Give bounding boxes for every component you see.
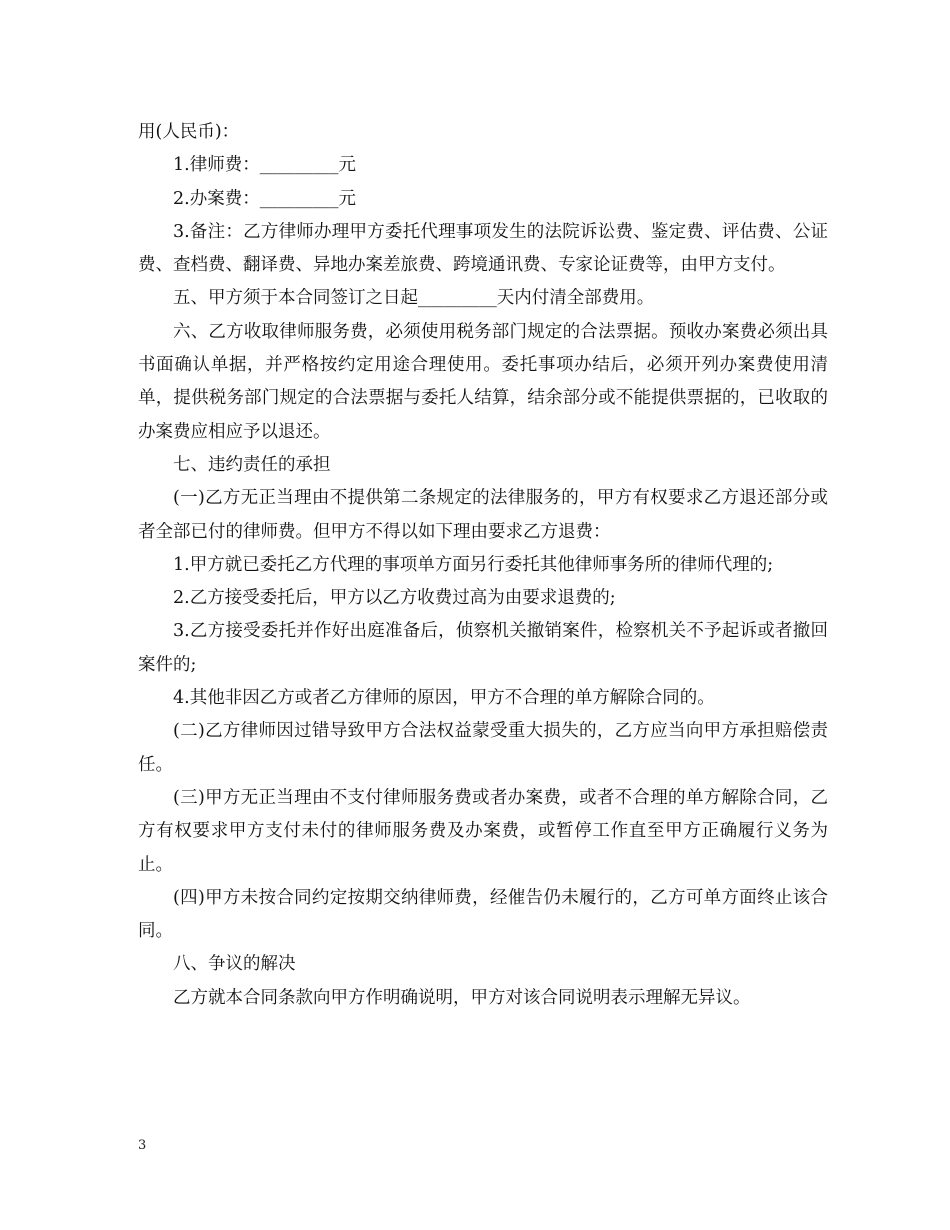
section-heading: 七、违约责任的承担 bbox=[173, 454, 331, 475]
page-number: 3 bbox=[138, 1138, 147, 1153]
section-heading: 八、争议的解决 bbox=[173, 954, 296, 975]
paragraph: 1.甲方就已委托乙方代理的事项单方面另行委托其他律师事务所的律师代理的; bbox=[173, 554, 774, 575]
paragraph: (二)乙方律师因过错导致甲方合法权益蒙受重大损失的，乙方应当向甲方承担赔偿责任。 bbox=[138, 721, 828, 775]
document-body bbox=[138, 116, 828, 1015]
paragraph: 2.办案费：_________元 bbox=[173, 188, 356, 209]
paragraph: 3.备注：乙方律师办理甲方委托代理事项发生的法院诉讼费、鉴定费、评估费、公证费、查档费、翻译费、异地办案差旅费、跨境通讯费、专家论证费等，由甲方支付。 bbox=[138, 221, 828, 276]
paragraph: 乙方就本合同条款向甲方作明确说明，甲方对该合同说明表示理解无异议。 bbox=[173, 987, 751, 1008]
paragraph: (三)甲方无正当理由不支付律师服务费或者办案费，或者不合理的单方解除合同，乙方有权要求甲方支付未付的律师服务费及办案费，或暂停工作直至甲方正确履行义务为止。 bbox=[138, 787, 828, 875]
paragraph: 2.乙方接受委托后，甲方以乙方收费过高为由要求退费的; bbox=[173, 588, 616, 609]
paragraph: 4.其他非因乙方或者乙方律师的原因，甲方不合理的单方解除合同的。 bbox=[173, 688, 715, 709]
paragraph: 1.律师费：_________元 bbox=[173, 155, 356, 176]
paragraph: 六、乙方收取律师服务费，必须使用税务部门规定的合法票据。预收办案费必须出具书面确认单据，并严格按约定用途合理使用。委托事项办结后，必须开列办案费使用清单，提供税务部门规定的合法票据与委托人结算，结余部分或不能提供票据的，已收取的办案费应相应予以退还。 bbox=[138, 321, 828, 442]
paragraph: 3.乙方接受委托并作好出庭准备后，侦察机关撤销案件，检察机关不予起诉或者撤回案件的; bbox=[138, 621, 828, 675]
paragraph: (一)乙方无正当理由不提供第二条规定的法律服务的，甲方有权要求乙方退还部分或者全部已付的律师费。但甲方不得以如下理由要求乙方退费： bbox=[138, 488, 828, 542]
paragraph: 用(人民币)： bbox=[138, 122, 240, 142]
paragraph: 五、甲方须于本合同签订之日起_________天内付清全部费用。 bbox=[173, 288, 655, 309]
paragraph: (四)甲方未按合同约定按期交纳律师费，经催告仍未履行的，乙方可单方面终止该合同。 bbox=[138, 887, 828, 942]
